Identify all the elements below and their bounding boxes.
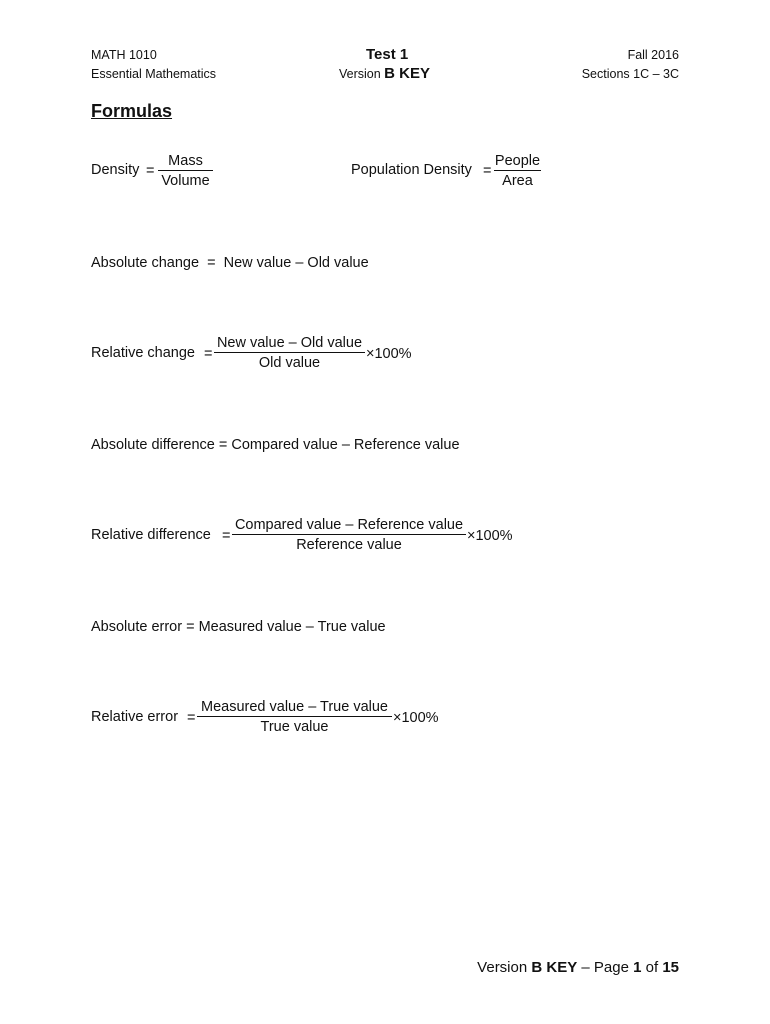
relative-difference-fraction [232,517,466,553]
density-equals: = [146,163,155,179]
version-key: B KEY [384,65,431,82]
course-code: MATH 1010 [91,48,157,62]
footer-of-word: of [641,959,663,976]
fraction-bar [232,534,466,535]
population-density-equals: = [483,163,492,179]
density-denominator: Volume [161,173,210,189]
population-density-numerator: People [494,153,541,169]
footer-page-total: 15 [662,959,679,976]
footer-page-number: 1 [633,959,642,976]
version-prefix: Version [339,67,385,81]
population-density-denominator: Area [502,173,533,189]
density-numerator: Mass [168,153,203,169]
page-footer [477,959,679,976]
relative-change-equals: = [204,346,213,362]
footer-page-sep: – Page [577,959,634,976]
fraction-bar [214,352,365,353]
relative-change-label: Relative change [91,345,195,361]
relative-difference-label: Relative difference [91,527,211,543]
section-title: Formulas [91,101,173,121]
relative-difference-equals: = [222,528,231,544]
sections: Sections 1C – 3C [581,67,679,81]
relative-error-fraction [197,699,392,735]
term: Fall 2016 [627,48,679,62]
course-name: Essential Mathematics [91,67,217,81]
version-line [339,65,430,82]
fraction-bar [494,170,541,171]
relative-error-label: Relative error [91,709,179,725]
relative-error-denominator: True value [260,719,329,735]
relative-change-numerator: New value – Old value [216,335,363,351]
absolute-difference: Absolute difference = Compared value – Reference value [91,437,460,453]
relative-error-multiplier: ×100% [393,710,439,726]
absolute-error: Absolute error = Measured value – True value [91,619,386,635]
absolute-change: Absolute change = New value – Old value [91,255,369,271]
footer-version-prefix: Version [477,959,532,976]
test-title: Test 1 [366,46,409,63]
relative-change-multiplier: ×100% [366,346,412,362]
density-fraction [158,153,213,189]
footer-version-key: B KEY [531,959,578,976]
density-label: Density [91,162,140,178]
fraction-bar [158,170,213,171]
relative-error-equals: = [187,710,196,726]
relative-difference-numerator: Compared value – Reference value [234,517,464,533]
relative-difference-denominator: Reference value [296,537,402,553]
population-density-fraction [494,153,541,189]
relative-error-numerator: Measured value – True value [201,699,388,715]
relative-change-fraction [214,335,365,371]
relative-change-denominator: Old value [258,355,321,371]
relative-difference-multiplier: ×100% [467,528,513,544]
population-density-label: Population Density [351,162,472,178]
fraction-bar [197,716,392,717]
